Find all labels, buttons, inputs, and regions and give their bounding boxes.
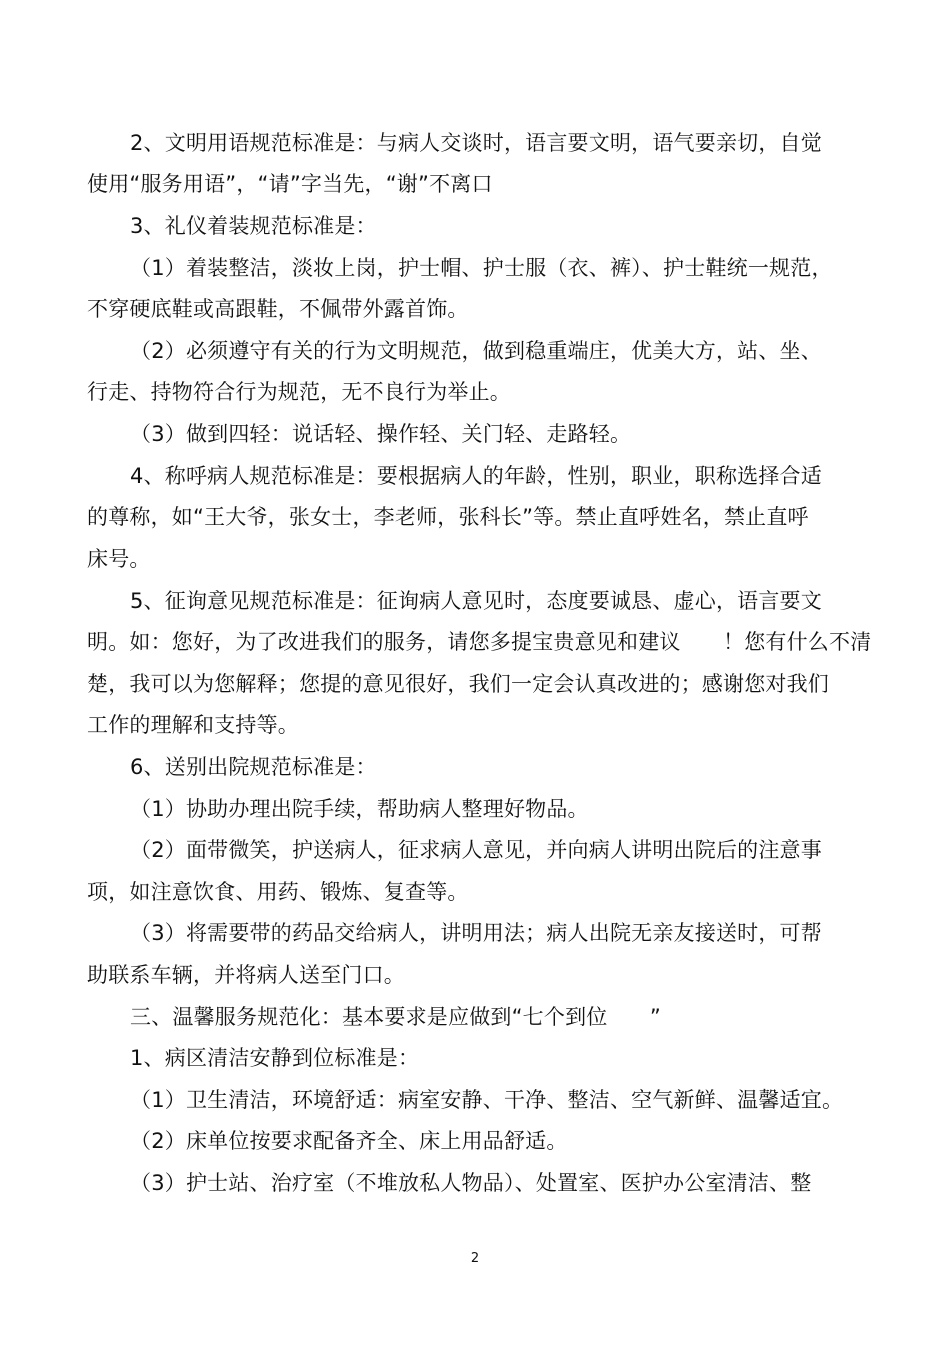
text-line: 的尊称，如“王大爷，张女士，李老师，张科长”等。禁止直呼姓名，禁止直呼 (87, 505, 809, 529)
text-line: （2）面带微笑，护送病人，征求病人意见，并向病人讲明出院后的注意事 (130, 838, 822, 862)
text-line: 项，如注意饮食、用药、锻炼、复查等。 (87, 880, 469, 904)
text-line: 行走、持物符合行为规范，无不良行为举止。 (87, 380, 511, 404)
text-line: （2）床单位按要求配备齐全、床上用品舒适。 (130, 1129, 568, 1153)
page-number: 2 (470, 1251, 480, 1266)
text-line: 3、礼仪着装规范标准是： (130, 214, 377, 238)
text-line: （3）做到四轻：说话轻、操作轻、关门轻、走路轻。 (130, 422, 632, 446)
text-line: 不穿硬底鞋或高跟鞋，不佩带外露首饰。 (87, 297, 469, 321)
text-line: 使用“服务用语”，“请”字当先，“谢”不离口 (87, 172, 493, 196)
text-line: 楚，我可以为您解释；您提的意见很好，我们一定会认真改进的；感谢您对我们 (87, 672, 829, 696)
text-line: （3）护士站、治疗室（不堆放私人物品）、处置室、医护办公室清洁、整 (130, 1171, 812, 1195)
text-line: （1）着装整洁，淡妆上岗，护士帽、护士服（衣、裤）、护士鞋统一规范， (130, 256, 833, 280)
text-line: 2、文明用语规范标准是：与病人交谈时，语言要文明，语气要亲切，自觉 (130, 131, 822, 155)
text-line: 助联系车辆，并将病人送至门口。 (87, 963, 405, 987)
text-line: 三、温馨服务规范化：基本要求是应做到“七个到位 ” (130, 1005, 661, 1029)
text-line: （2）必须遵守有关的行为文明规范，做到稳重端庄，优美大方，站、坐、 (130, 339, 822, 363)
text-line: 5、征询意见规范标准是：征询病人意见时，态度要诚恳、虚心，语言要文 (130, 589, 822, 613)
text-line: 明。如：您好，为了改进我们的服务，请您多提宝贵意见和建议 ！您有什么不清 (87, 630, 872, 654)
text-line: 6、送别出院规范标准是： (130, 755, 377, 779)
text-line: （1）卫生清洁，环境舒适：病室安静、干净、整洁、空气新鲜、温馨适宜。 (130, 1088, 844, 1112)
text-line: 工作的理解和支持等。 (87, 713, 299, 737)
text-line: 床号。 (87, 547, 151, 571)
text-line: （3）将需要带的药品交给病人，讲明用法；病人出院无亲友接送时，可帮 (130, 921, 822, 945)
text-line: 1、病区清洁安静到位标准是： (130, 1046, 420, 1070)
text-line: 4、称呼病人规范标准是：要根据病人的年龄，性别，职业，职称选择合适 (130, 464, 822, 488)
text-line: （1）协助办理出院手续，帮助病人整理好物品。 (130, 797, 589, 821)
